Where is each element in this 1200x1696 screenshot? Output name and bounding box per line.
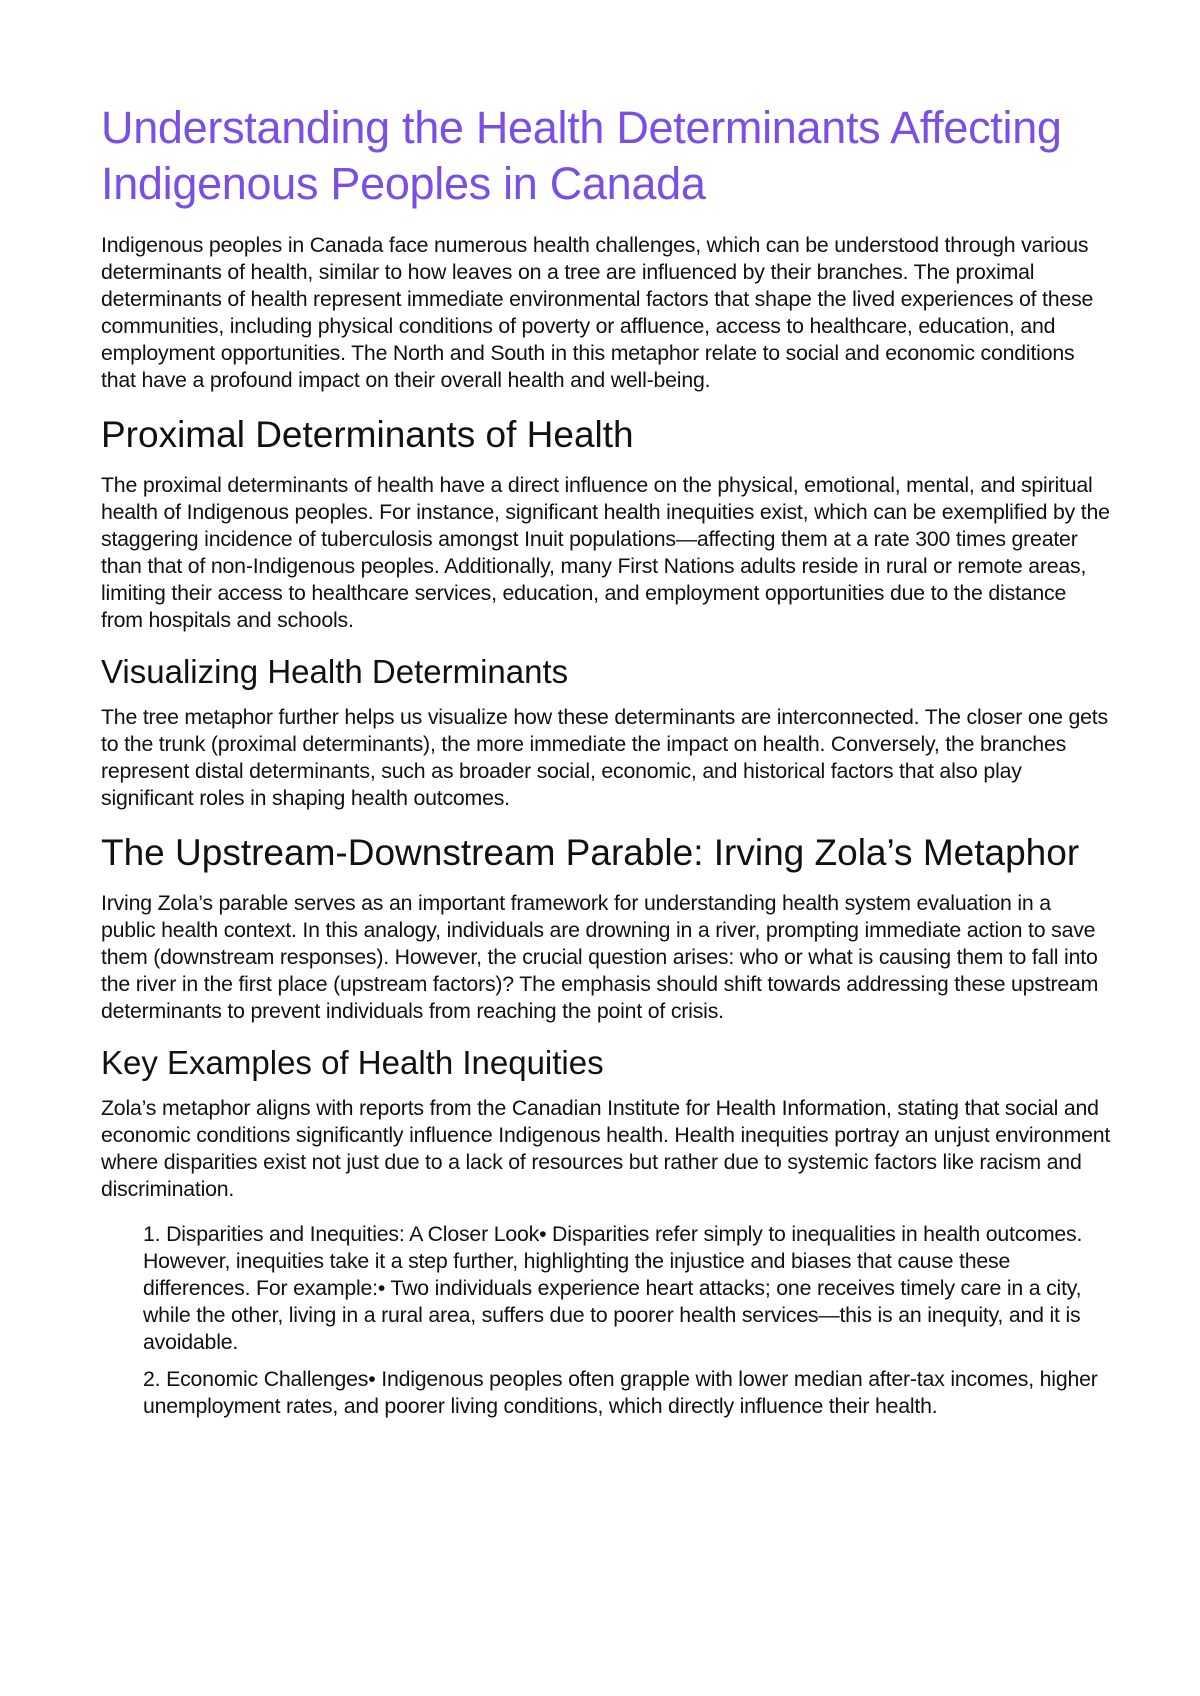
section-heading-key-examples: Key Examples of Health Inequities (101, 1044, 604, 1081)
inequities-list (101, 1221, 1111, 1420)
section-body-visualizing: The tree metaphor further helps us visualize how these determinants are interconnected. The closer one gets to the trunk (proximal determinants), the more immediate the impact on health. Conversely, the branches represent distal determinants, such as broader social, economic, and historical factors that also play significant roles in shaping health outcomes. (101, 705, 1108, 810)
section-heading-upstream: The Upstream-Downstream Parable: Irving Zola’s Metaphor (101, 832, 1080, 873)
list-item: 2. Economic Challenges• Indigenous peoples often grapple with lower median after-tax incomes, higher unemployment rates, and poorer living conditions, which directly influence their health. (143, 1367, 1098, 1418)
section-body-upstream: Irving Zola’s parable serves as an important framework for understanding health system evaluation in a public health context. In this analogy, individuals are drowning in a river, prompting immediate action to save them (downstream responses). However, the crucial question arises: who or what is causing them to fall into the river in the first place (upstream factors)? The emphasis should shift towards addressing these upstream determinants to prevent individuals from reaching the point of crisis. (101, 891, 1099, 1023)
section-heading-proximal: Proximal Determinants of Health (101, 414, 634, 455)
document-title: Understanding the Health Determinants Affecting Indigenous Peoples in Canada (101, 102, 1062, 209)
list-item: 1. Disparities and Inequities: A Closer Look• Disparities refer simply to inequalities in health outcomes. However, inequities take it a step further, highlighting the injustice and biases that cause these differences. For example:• Two individuals experience heart attacks; one receives timely care in a city, while the other, living in a rural area, suffers due to poorer health services—this is an inequity, and it is avoidable. (143, 1222, 1083, 1354)
document-page (101, 100, 1111, 1430)
section-body-proximal: The proximal determinants of health have a direct influence on the physical, emotional, mental, and spiritual health of Indigenous peoples. For instance, significant health inequities exist, which can be exemplified by the staggering incidence of tuberculosis amongst Inuit populations—affecting them at a rate 300 times greater than that of non-Indigenous peoples. Additionally, many First Nations adults reside in rural or remote areas, limiting their access to healthcare services, education, and employment opportunities due to the distance from hospitals and schools. (101, 473, 1110, 632)
section-body-key-examples: Zola’s metaphor aligns with reports from the Canadian Institute for Health Information, stating that social and economic conditions significantly influence Indigenous health. Health inequities portray an unjust environment where disparities exist not just due to a lack of resources but rather due to systemic factors like racism and discrimination. (101, 1096, 1111, 1201)
intro-paragraph: Indigenous peoples in Canada face numerous health challenges, which can be understood through various determinants of health, similar to how leaves on a tree are influenced by their branches. The proximal determinants of health represent immediate environmental factors that shape the lived experiences of these communities, including physical conditions of poverty or affluence, access to healthcare, education, and employment opportunities. The North and South in this metaphor relate to social and economic conditions that have a profound impact on their overall health and well-being. (101, 233, 1094, 392)
section-heading-visualizing: Visualizing Health Determinants (101, 653, 569, 690)
